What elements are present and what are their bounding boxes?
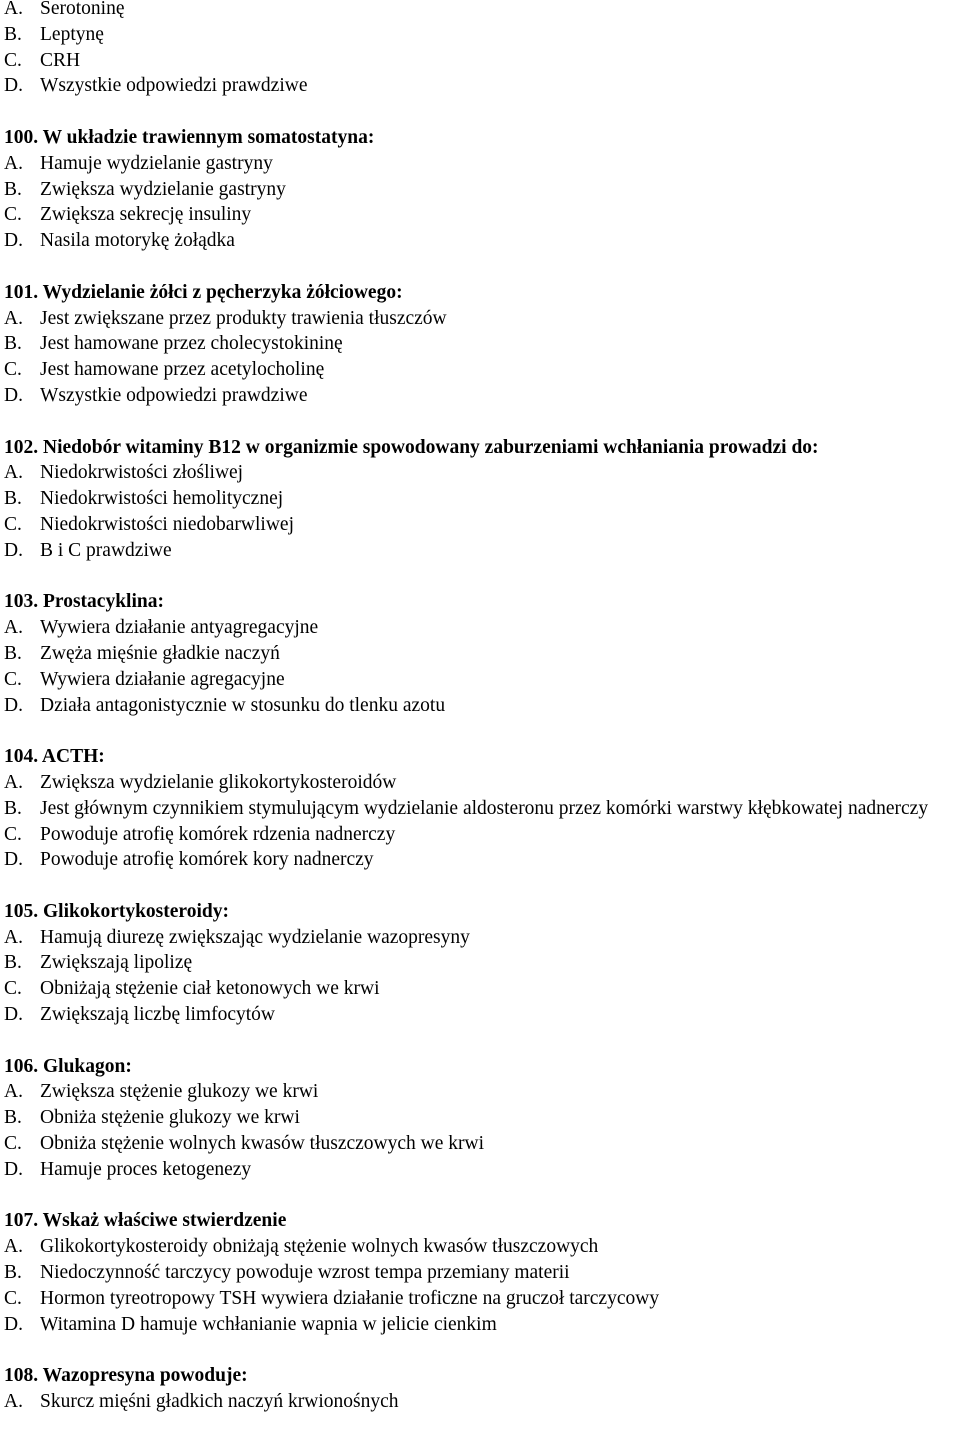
option-text: Zwiększa stężenie glukozy we krwi: [40, 1081, 319, 1103]
option-text: Powoduje atrofię komórek rdzenia nadnerczy: [40, 823, 396, 845]
option-text: Hamuje proces ketogenezy: [40, 1158, 252, 1180]
option-text: Zwiększa wydzielanie gastryny: [40, 178, 286, 200]
question-block: [4, 435, 960, 564]
question-block: [4, 125, 960, 254]
option-letter: B.: [4, 1107, 22, 1129]
answer-option: [4, 512, 960, 538]
answer-option: [4, 1002, 960, 1028]
option-text: Zwiększa wydzielanie glikokortykosteroidów: [40, 771, 397, 793]
option-letter: B.: [4, 952, 22, 974]
question-block: [4, 280, 960, 409]
option-letter: B.: [4, 797, 22, 819]
option-text: Jest zwiększane przez produkty trawienia tłuszczów: [40, 307, 447, 329]
question-title: 104. ACTH:: [4, 746, 105, 768]
answer-option: [4, 976, 960, 1002]
answer-option: [4, 667, 960, 693]
answer-option: [4, 1079, 960, 1105]
question-title: 105. Glikokortykosteroidy:: [4, 900, 229, 922]
answer-option: [4, 306, 960, 332]
option-text: Skurcz mięśni gładkich naczyń krwionośnych: [40, 1391, 399, 1413]
question-title: 101. Wydzielanie żółci z pęcherzyka żółciowego:: [4, 281, 403, 303]
option-text: B i C prawdziwe: [40, 539, 172, 561]
option-text: Hamują diurezę zwiększając wydzielanie wazopresyny: [40, 926, 470, 948]
answer-option: [4, 822, 960, 848]
answer-option: [4, 950, 960, 976]
question-title: 106. Glukagon:: [4, 1055, 132, 1077]
option-text: Hormon tyreotropowy TSH wywiera działanie troficzne na gruczoł tarczycowy: [40, 1287, 660, 1309]
answer-option: [4, 1105, 960, 1131]
option-letter: A.: [4, 1391, 23, 1413]
option-text: Niedoczynność tarczycy powoduje wzrost tempa przemiany materii: [40, 1262, 570, 1284]
option-letter: A.: [4, 152, 23, 174]
answer-option: [4, 22, 960, 48]
option-letter: B.: [4, 23, 22, 45]
option-letter: D.: [4, 384, 23, 406]
question-title: 107. Wskaż właściwe stwierdzenie: [4, 1210, 287, 1232]
answer-option: [4, 1234, 960, 1260]
option-text: Hamuje wydzielanie gastryny: [40, 152, 273, 174]
option-letter: C.: [4, 204, 22, 226]
option-text: Wszystkie odpowiedzi prawdziwe: [40, 384, 308, 406]
answer-option: [4, 847, 960, 873]
question-title: 102. Niedobór witaminy B12 w organizmie spowodowany zaburzeniami wchłaniania prowadzi do:: [4, 436, 819, 458]
answer-option: [4, 202, 960, 228]
option-letter: A.: [4, 926, 23, 948]
answer-option: [4, 486, 960, 512]
answer-option: [4, 1131, 960, 1157]
option-letter: D.: [4, 1313, 23, 1335]
option-text: Witamina D hamuje wchłanianie wapnia w jelicie cienkim: [40, 1313, 497, 1335]
option-text: Wywiera działanie agregacyjne: [40, 668, 285, 690]
option-text: Zwiększają liczbę limfocytów: [40, 1004, 275, 1026]
option-text: Obniżają stężenie ciał ketonowych we krwi: [40, 978, 380, 1000]
option-text: Powoduje atrofię komórek kory nadnerczy: [40, 849, 374, 871]
option-text: Glikokortykosteroidy obniżają stężenie wolnych kwasów tłuszczowych: [40, 1236, 599, 1258]
option-letter: D.: [4, 694, 23, 716]
answer-option: [4, 693, 960, 719]
option-text: Nasila motorykę żołądka: [40, 230, 235, 252]
option-letter: D.: [4, 1004, 23, 1026]
question-block: [4, 1208, 960, 1337]
option-text: Jest hamowane przez acetylocholinę: [40, 359, 325, 381]
option-text: Jest głównym czynnikiem stymulującym wydzielanie aldosteronu przez komórki warstwy kłębkowatej nadnerczy: [40, 797, 929, 819]
option-text: Działa antagonistycznie w stosunku do tlenku azotu: [40, 694, 446, 716]
option-letter: B.: [4, 1262, 22, 1284]
answer-option: [4, 1260, 960, 1286]
option-text: Obniża stężenie wolnych kwasów tłuszczowych we krwi: [40, 1133, 485, 1155]
option-letter: B.: [4, 178, 22, 200]
option-letter: D.: [4, 539, 23, 561]
option-text: Obniża stężenie glukozy we krwi: [40, 1107, 300, 1129]
answer-option: [4, 331, 960, 357]
option-letter: A.: [4, 307, 23, 329]
option-letter: D.: [4, 230, 23, 252]
option-text: Jest hamowane przez cholecystokininę: [40, 333, 343, 355]
question-block: [4, 589, 960, 718]
question-title: 100. W układzie trawiennym somatostatyna:: [4, 126, 375, 148]
option-text: Wszystkie odpowiedzi prawdziwe: [40, 75, 308, 97]
question-title: 108. Wazopresyna powoduje:: [4, 1365, 248, 1387]
question-block: [4, 1363, 960, 1415]
answer-option: [4, 0, 960, 22]
option-letter: A.: [4, 0, 23, 19]
option-letter: A.: [4, 771, 23, 793]
answer-option: [4, 151, 960, 177]
option-letter: A.: [4, 1081, 23, 1103]
option-letter: C.: [4, 49, 22, 71]
question-block: [4, 1054, 960, 1183]
option-letter: A.: [4, 462, 23, 484]
option-letter: D.: [4, 75, 23, 97]
answer-option: [4, 177, 960, 203]
option-letter: C.: [4, 1287, 22, 1309]
answer-option: [4, 796, 960, 822]
option-letter: D.: [4, 1158, 23, 1180]
question-block: [4, 0, 960, 99]
option-text: Wywiera działanie antyagregacyjne: [40, 617, 319, 639]
option-text: CRH: [40, 49, 81, 71]
answer-option: [4, 615, 960, 641]
answer-option: [4, 357, 960, 383]
option-letter: C.: [4, 513, 22, 535]
answer-option: [4, 383, 960, 409]
option-letter: B.: [4, 488, 22, 510]
option-text: Niedokrwistości niedobarwliwej: [40, 513, 294, 535]
answer-option: [4, 1286, 960, 1312]
option-text: Niedokrwistości złośliwej: [40, 462, 244, 484]
option-text: Zwiększają lipolizę: [40, 952, 193, 974]
option-letter: B.: [4, 333, 22, 355]
option-letter: C.: [4, 823, 22, 845]
option-letter: C.: [4, 978, 22, 1000]
answer-option: [4, 48, 960, 74]
answer-option: [4, 925, 960, 951]
answer-option: [4, 460, 960, 486]
option-text: Leptynę: [40, 23, 104, 45]
answer-option: [4, 1157, 960, 1183]
question-title: 103. Prostacyklina:: [4, 591, 164, 613]
answer-option: [4, 1389, 960, 1415]
option-letter: C.: [4, 359, 22, 381]
option-text: Zwiększa sekrecję insuliny: [40, 204, 252, 226]
option-letter: B.: [4, 642, 22, 664]
answer-option: [4, 228, 960, 254]
answer-option: [4, 641, 960, 667]
answer-option: [4, 770, 960, 796]
option-letter: C.: [4, 668, 22, 690]
answer-option: [4, 73, 960, 99]
question-block: [4, 899, 960, 1028]
option-letter: A.: [4, 617, 23, 639]
option-letter: C.: [4, 1133, 22, 1155]
option-letter: A.: [4, 1236, 23, 1258]
answer-option: [4, 1312, 960, 1338]
answer-option: [4, 538, 960, 564]
option-text: Niedokrwistości hemolitycznej: [40, 488, 284, 510]
option-letter: D.: [4, 849, 23, 871]
question-list: [4, 0, 960, 1441]
question-block: [4, 744, 960, 873]
option-text: Zwęża mięśnie gładkie naczyń: [40, 642, 280, 664]
option-text: Serotoninę: [40, 0, 125, 19]
